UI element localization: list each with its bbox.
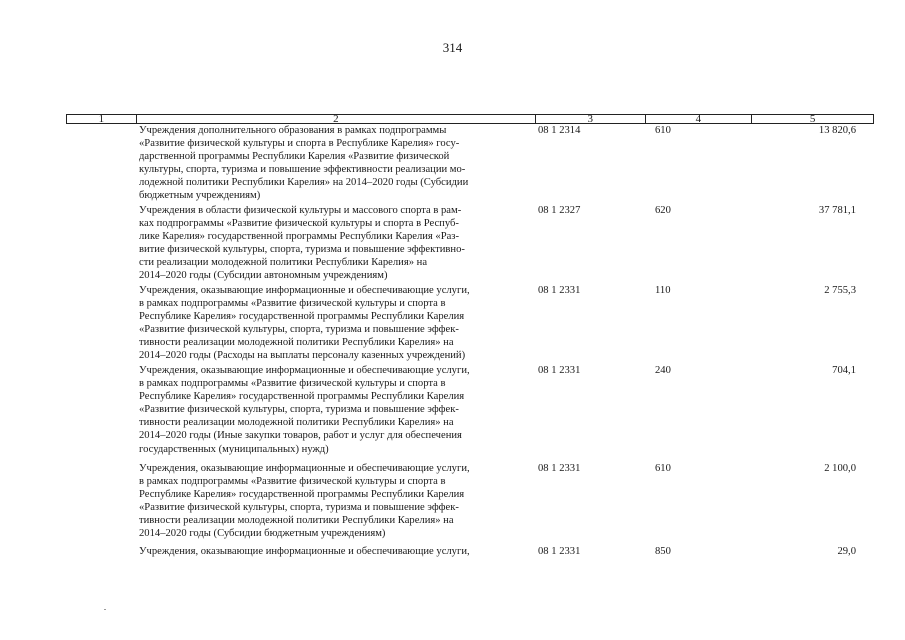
row-description: Учреждения, оказывающие информационные и обеспечивающие услуги, xyxy=(139,546,470,557)
table-row xyxy=(66,204,874,284)
row-amount: 704,1 xyxy=(832,365,856,376)
row-expense-type: 850 xyxy=(655,546,671,557)
column-header-2: 2 xyxy=(136,115,535,123)
row-code: 08 1 2331 xyxy=(538,365,581,376)
row-code: 08 1 2314 xyxy=(538,125,581,136)
table-header xyxy=(66,114,874,124)
table-row xyxy=(66,284,874,364)
row-amount: 29,0 xyxy=(837,546,856,557)
table-body xyxy=(66,124,874,561)
row-code: 08 1 2331 xyxy=(538,285,581,296)
row-expense-type: 620 xyxy=(655,205,671,216)
row-description: Учреждения, оказывающие информационные и обеспечивающие услуги, в рамках подпрограммы «Развитие физической культуры и спорта в Республике Карелия» государственной программы Республики Карелия «Развитие физической культуры, спорта, туризма и повышение эффек- тивности реализации молодежной политики Республики Карелия» на 2014–2020 годы (Расходы на выплаты персоналу казенных учреждений) xyxy=(139,285,470,362)
row-expense-type: 610 xyxy=(655,125,671,136)
row-amount: 13 820,6 xyxy=(818,125,856,136)
scan-speck xyxy=(104,609,106,610)
table-row xyxy=(66,462,874,545)
table-row xyxy=(66,124,874,204)
row-expense-type: 240 xyxy=(655,365,671,376)
row-amount: 2 755,3 xyxy=(824,285,856,296)
row-code: 08 1 2331 xyxy=(538,546,581,557)
column-header-3: 3 xyxy=(535,115,645,123)
row-amount: 37 781,1 xyxy=(818,205,856,216)
row-description: Учреждения, оказывающие информационные и обеспечивающие услуги, в рамках подпрограммы «Развитие физической культуры и спорта в Республике Карелия» государственной программы Республики Карелия «Развитие физической культуры, спорта, туризма и повышение эффек- тивности реализации молодежной политики Республики Карелия» на 2014–2020 годы (Иные закупки товаров, работ и услуг для обеспечения государственных (муниципальных) нужд) xyxy=(139,365,470,455)
row-amount: 2 100,0 xyxy=(824,463,856,474)
row-code: 08 1 2331 xyxy=(538,463,581,474)
column-header-4: 4 xyxy=(645,115,752,123)
row-description: Учреждения дополнительного образования в рамках подпрограммы «Развитие физической культуры и спорта в Республике Карелия» госу- дарственной программы Республики Карелия «Развитие физической культуры, спорта, туризма и повышение эффективности реализации мо- лодежной политики Республики Карелия» на 2014–2020 годы (Субсидии бюджетным учреждениям) xyxy=(139,125,469,202)
column-header-1: 1 xyxy=(98,113,105,125)
table-row xyxy=(66,364,874,462)
row-expense-type: 610 xyxy=(655,463,671,474)
table-row xyxy=(66,545,874,561)
row-code: 08 1 2327 xyxy=(538,205,581,216)
row-expense-type: 110 xyxy=(655,285,671,296)
page-number: 314 xyxy=(442,40,463,55)
row-description: Учреждения, оказывающие информационные и обеспечивающие услуги, в рамках подпрограммы «Развитие физической культуры и спорта в Республике Карелия» государственной программы Республики Карелия «Развитие физической культуры, спорта, туризма и повышение эффек- тивности реализации молодежной политики Республики Карелия» на 2014–2020 годы (Субсидии бюджетным учреждениям) xyxy=(139,463,470,540)
column-header-5: 5 xyxy=(751,115,873,123)
row-description: Учреждения в области физической культуры и массового спорта в рам- ках подпрограммы «Развитие физической культуры и спорта в Респуб- лике Карелия» государственной программы Республики Карелия «Раз- витие физической культуры, спорта, туризма и повышение эффективно- сти реализации молодежной политики Республики Карелия» на 2014–2020 годы (Субсидии автономным учреждениям) xyxy=(139,205,465,282)
